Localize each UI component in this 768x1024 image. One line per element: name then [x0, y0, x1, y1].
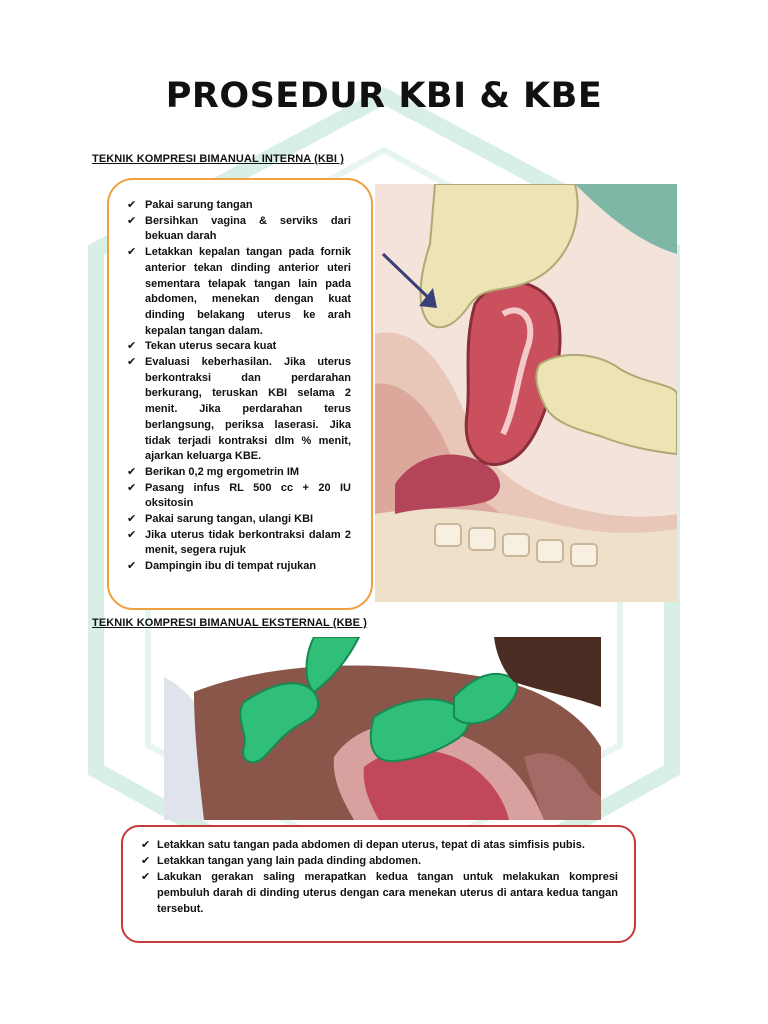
- list-item-text: Pakai sarung tangan: [145, 199, 253, 211]
- list-item: [125, 214, 351, 245]
- kbi-steps-box: [107, 178, 373, 610]
- check-icon: ✔: [141, 871, 151, 883]
- list-item-text: Evaluasi keberhasilan. Jika uterus berkontraksi dan perdarahan berkurang, teruskan KBI selama 2 menit. Jika perdarahan terus berlangsung, periksa laserasi. Jika tidak terjadi kontraksi dlm % menit, ajarkan keluarga KBE.: [145, 356, 351, 463]
- kbe-illustration: [164, 637, 601, 820]
- kbe-section-heading: TEKNIK KOMPRESI BIMANUAL EKSTERNAL (KBE ): [92, 617, 368, 629]
- kbi-anatomy-drawing: [375, 184, 677, 602]
- page-title: PROSEDUR KBI & KBE: [165, 76, 603, 116]
- list-item-text: Letakkan satu tangan pada abdomen di depan uterus, tepat di atas simfisis pubis.: [157, 839, 585, 851]
- list-item: [125, 245, 351, 339]
- check-icon: ✔: [127, 513, 137, 526]
- check-icon: ✔: [127, 481, 137, 494]
- list-item-text: Jika uterus tidak berkontraksi dalam 2 menit, segera rujuk: [145, 528, 351, 557]
- list-item-text: Letakkan tangan yang lain pada dinding abdomen.: [157, 855, 422, 867]
- list-item: [125, 339, 351, 355]
- list-item-text: Lakukan gerakan saling merapatkan kedua tangan untuk melakukan kompresi pembuluh darah di dinding uterus dengan cara menekan uterus di antara kedua tangan tersebut.: [157, 871, 618, 915]
- check-icon: ✔: [141, 855, 151, 867]
- kbe-steps-list: [139, 837, 618, 917]
- check-icon: ✔: [127, 560, 137, 573]
- list-item: [125, 198, 351, 214]
- list-item-text: Berikan 0,2 mg ergometrin IM: [145, 465, 300, 478]
- list-item: [125, 528, 351, 559]
- list-item-text: Tekan uterus secara kuat: [145, 340, 277, 353]
- check-icon: ✔: [141, 839, 151, 851]
- kbi-illustration: [375, 184, 677, 602]
- list-item: [139, 853, 618, 869]
- list-item-text: Dampingin ibu di tempat rujukan: [145, 560, 317, 573]
- list-item: [125, 559, 351, 575]
- kbe-steps-box: [121, 825, 636, 943]
- list-item: [125, 512, 351, 528]
- list-item-text: Pakai sarung tangan, ulangi KBI: [145, 513, 314, 526]
- check-icon: ✔: [127, 340, 137, 353]
- check-icon: ✔: [127, 214, 137, 227]
- check-icon: ✔: [127, 528, 137, 541]
- list-item: [139, 869, 618, 917]
- check-icon: ✔: [127, 356, 137, 369]
- kbi-steps-list: [125, 198, 351, 575]
- kbe-anatomy-drawing: [164, 637, 601, 820]
- list-item-text: Pasang infus RL 500 cc + 20 IU oksitosin: [145, 481, 351, 510]
- list-item-text: Letakkan kepalan tangan pada fornik anterior tekan dinding anterior uteri sementara telapak tangan lain pada abdomen, menekan dengan kuat dinding belakang uterus ke arah kepalan tangan dalam.: [145, 246, 351, 337]
- list-item: [125, 481, 351, 512]
- check-icon: ✔: [127, 246, 137, 259]
- check-icon: ✔: [127, 465, 137, 478]
- kbi-section-heading: TEKNIK KOMPRESI BIMANUAL INTERNA (KBI ): [92, 153, 345, 165]
- check-icon: ✔: [127, 199, 137, 211]
- list-item: [125, 465, 351, 481]
- list-item: [139, 837, 618, 853]
- list-item: [125, 355, 351, 465]
- list-item-text: Bersihkan vagina & serviks dari bekuan darah: [145, 214, 351, 243]
